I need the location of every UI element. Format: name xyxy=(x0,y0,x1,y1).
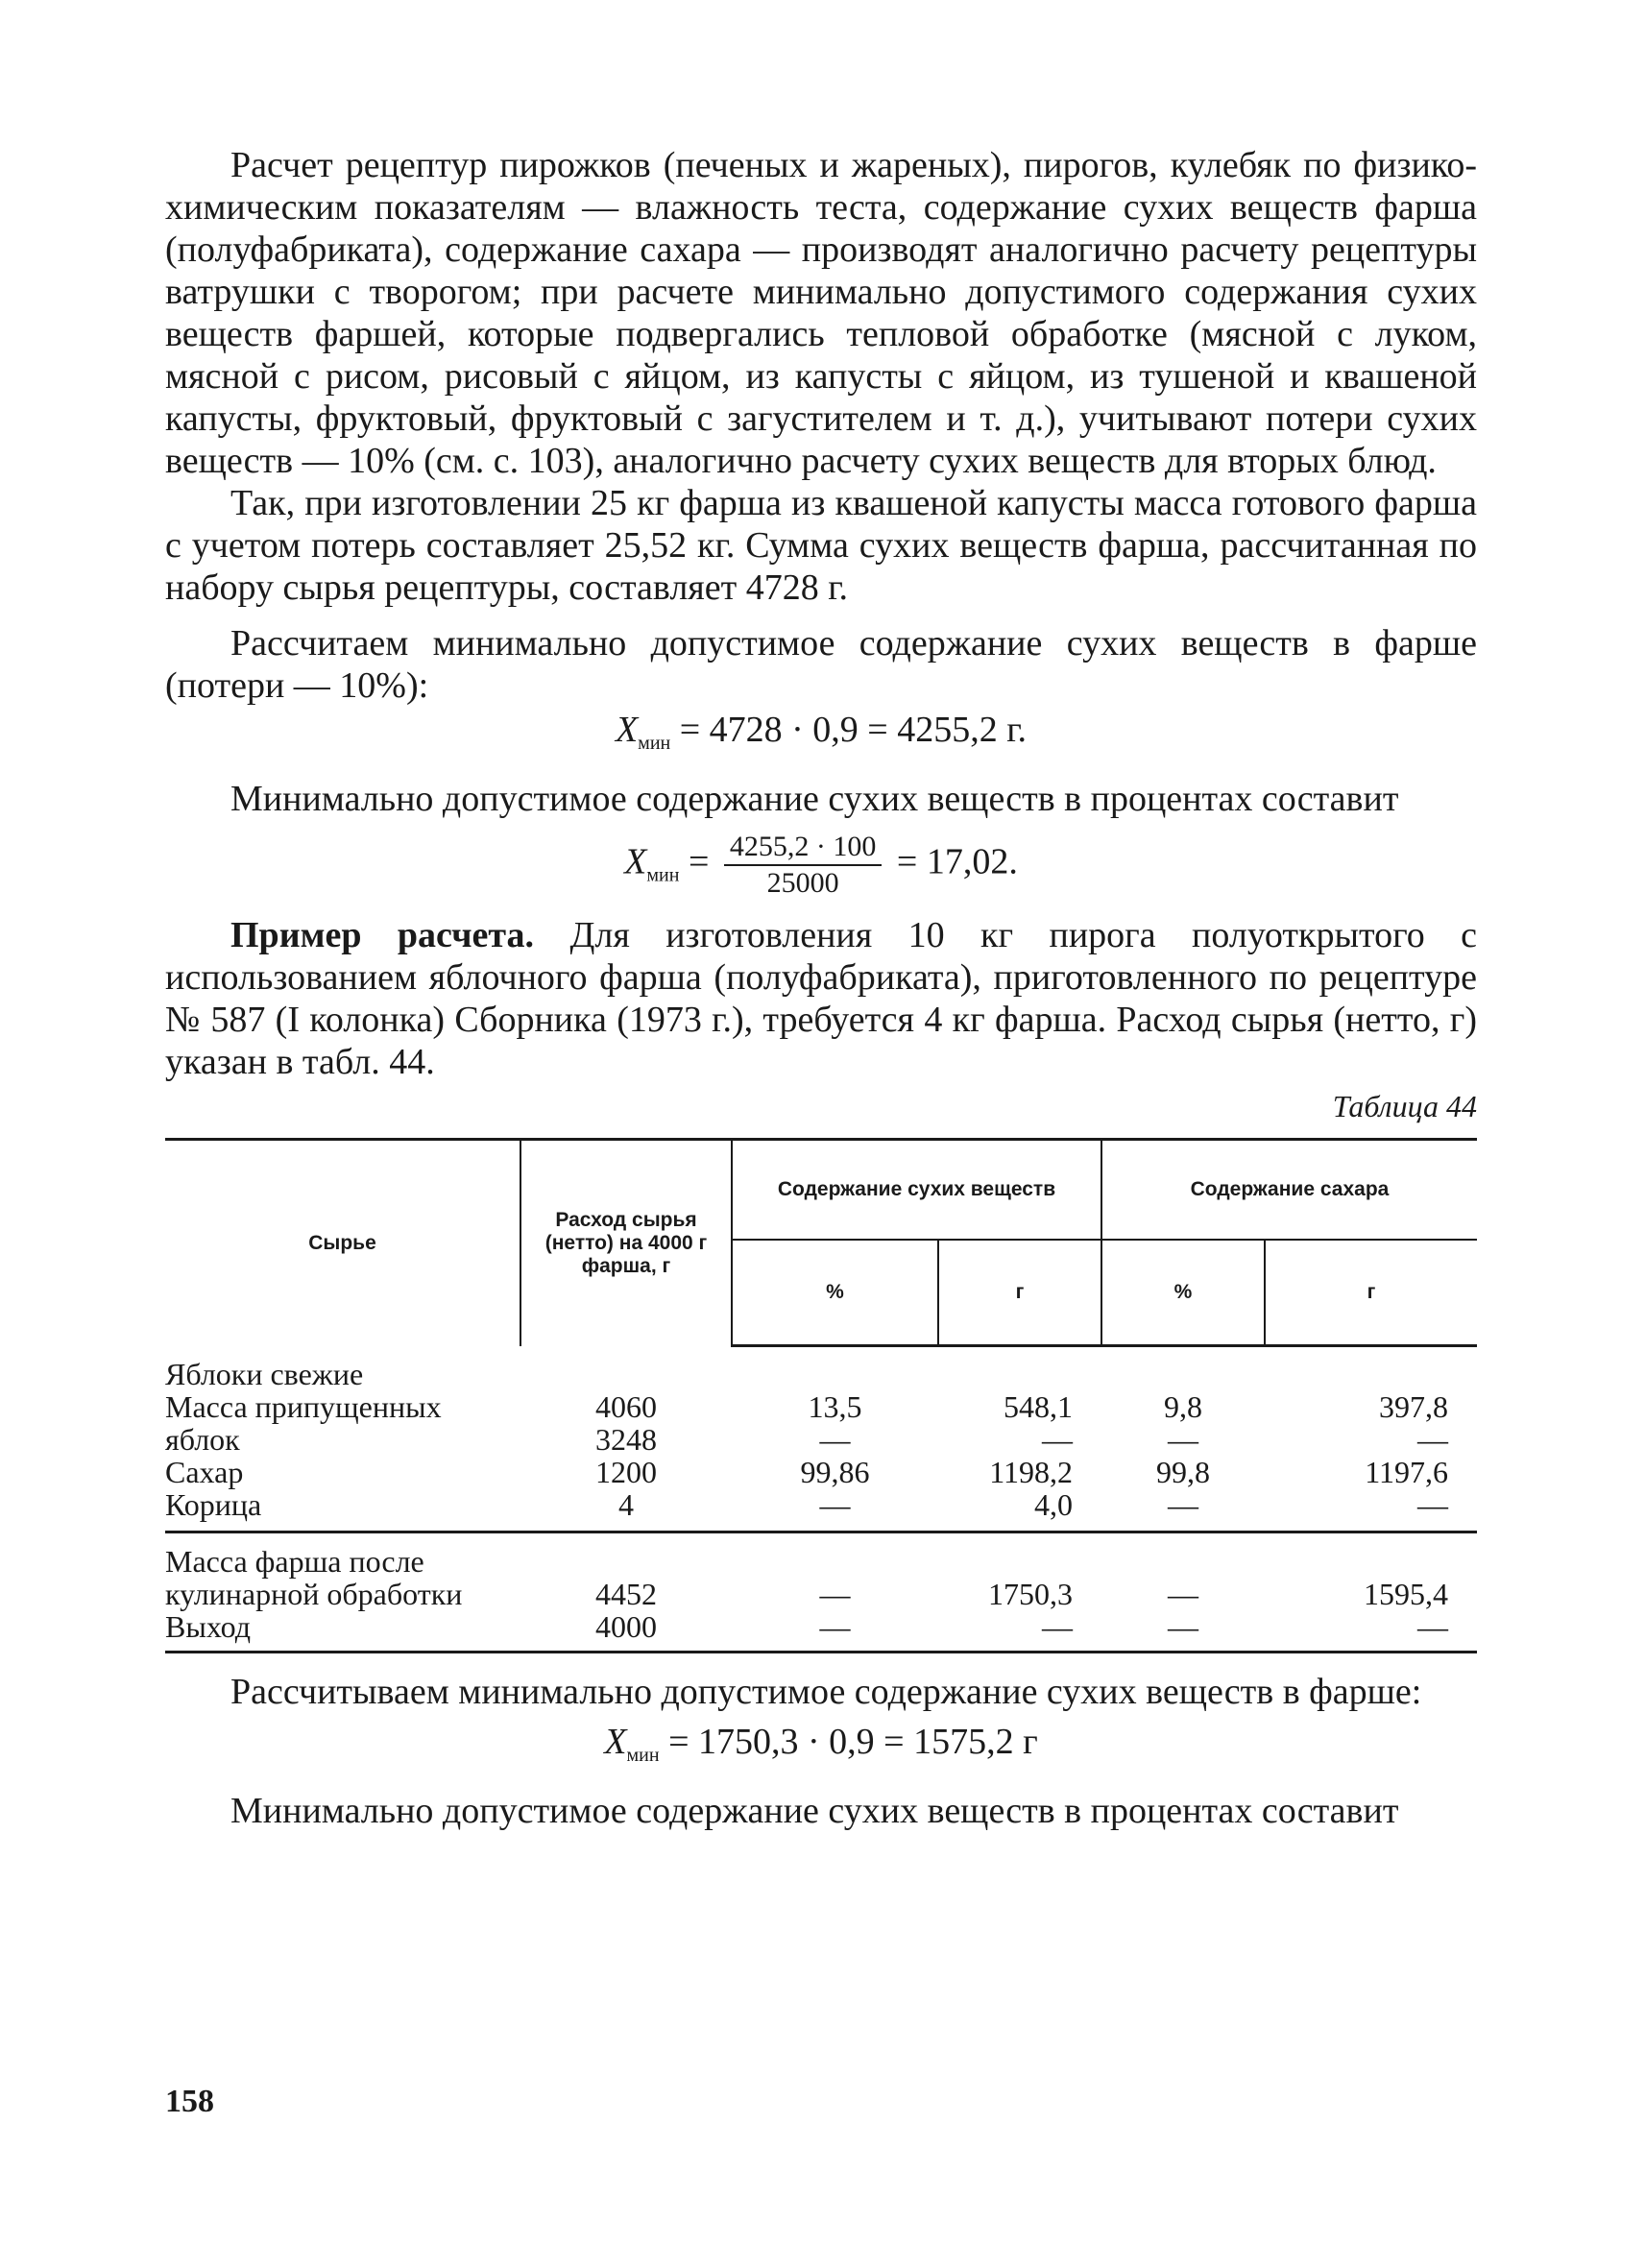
cell-dry-pct xyxy=(732,1346,938,1390)
table-row xyxy=(165,1610,1477,1653)
header-dry-g: г xyxy=(938,1240,1101,1346)
paragraph-4: Минимально допустимое содержание сухих веществ в процентах составит xyxy=(230,779,1399,819)
cell-sugar-g: — xyxy=(1265,1488,1477,1532)
cell-sugar-pct: — xyxy=(1101,1488,1265,1532)
cell-sugar-pct xyxy=(1101,1346,1265,1390)
fraction-denominator: 25000 xyxy=(766,867,839,899)
header-sugar: Содержание сахара xyxy=(1101,1140,1477,1241)
cell-name: Выход xyxy=(165,1610,520,1653)
cell-dry-pct: 99,86 xyxy=(800,1454,870,1489)
data-table xyxy=(165,1138,1477,1653)
table-caption: Таблица 44 xyxy=(1332,1089,1477,1123)
cell-sugar-g: 1595,4 xyxy=(1364,1576,1448,1611)
cell-sugar-g: 397,8 xyxy=(1379,1388,1448,1424)
cell-dry-g xyxy=(938,1346,1101,1390)
table-row xyxy=(165,1488,1477,1532)
table-row xyxy=(165,1456,1477,1488)
header-dry-pct: % xyxy=(732,1240,938,1346)
formula-var: X xyxy=(604,1721,627,1762)
cell-sugar-pct: — xyxy=(1168,1421,1198,1457)
cell-sugar-pct: 99,8 xyxy=(1156,1454,1210,1489)
fraction-numerator: 4255,2 · 100 xyxy=(724,830,883,866)
cell-name: Масса припущенных xyxy=(165,1388,442,1424)
cell-cons: 3248 xyxy=(595,1421,657,1457)
paragraph-1: Расчет рецептур пирожков (печеных и жареных), пирогов, кулебяк по физико-химическим показателям — влажность теста, содержание сухих веществ фарша (полуфабриката), содержание сахара — производят аналогично расчету рецептуры ватрушки с творогом; при расчете минимально допустимого содержания сухих веществ фаршей, которые подвергались тепловой обработке (мясной с луком, мясной с рисом, рисовый с яйцом, из капусты с яйцом, из тушеной и квашеной капусты, фруктовый, фруктовый с загустителем и т. д.), учитывают потери сухих веществ — 10% (см. с. 103), аналогично расчету сухих веществ для вторых блюд. xyxy=(165,145,1477,481)
formula-var: X xyxy=(615,710,639,750)
example-text: Для изготовления 10 кг пирога полуоткрытого с использованием яблочного фарша (полуфабриката), приготовленного по рецептуре № 587 (I колонка) Сборника (1973 г.), требуется 4 кг фарша. Расход сырья (нетто, г) указан в табл. 44. xyxy=(165,915,1477,1082)
paragraph-3: Рассчитаем минимально допустимое содержание сухих веществ в фарше (потери — 10%): xyxy=(165,623,1477,706)
cell-dry-g: — xyxy=(938,1610,1101,1653)
table-row xyxy=(165,1390,1477,1423)
paragraph-5 xyxy=(165,914,1477,1083)
cell-sugar-pct: 9,8 xyxy=(1164,1388,1202,1424)
header-consumption: Расход сырья (нетто) на 4000 г фарша, г xyxy=(520,1140,732,1346)
table-row xyxy=(165,1532,1477,1578)
cell-sugar-pct: — xyxy=(1168,1576,1198,1611)
cell-cons: 4 xyxy=(520,1488,732,1532)
cell-name: Масса фарша после xyxy=(165,1543,424,1579)
formula-2-result: = 17,02. xyxy=(896,841,1018,882)
cell-cons: 4000 xyxy=(520,1610,732,1653)
table-row xyxy=(165,1346,1477,1390)
cell-cons: 1200 xyxy=(595,1454,657,1489)
table-row xyxy=(165,1423,1477,1456)
cell-name: Сахар xyxy=(165,1454,244,1489)
formula-2: $X_{мин}$ = $\frac{4255,2 \cdot 100}{25000}$ = 17,02. xyxy=(624,831,1018,899)
cell-name: Яблоки свежие xyxy=(165,1356,364,1391)
cell-sugar-g xyxy=(1265,1532,1477,1578)
header-dry: Содержание сухих веществ xyxy=(732,1140,1101,1241)
cell-dry-pct: — xyxy=(732,1488,938,1532)
cell-cons xyxy=(520,1532,732,1578)
cell-dry-pct: — xyxy=(819,1576,851,1611)
cell-dry-g: 1750,3 xyxy=(988,1576,1073,1611)
fraction xyxy=(724,830,883,901)
formula-sub: мин xyxy=(638,733,671,754)
cell-dry-g xyxy=(938,1532,1101,1578)
cell-cons: 4452 xyxy=(595,1576,657,1611)
paragraph-6: Рассчитываем минимально допустимое содержание сухих веществ в фарше: xyxy=(230,1671,1422,1712)
cell-sugar-g xyxy=(1265,1346,1477,1390)
cell-dry-g: — xyxy=(1042,1421,1073,1457)
cell-sugar-g: — xyxy=(1265,1610,1477,1653)
formula-1-rhs: = 4728 · 0,9 = 4255,2 г. xyxy=(670,710,1028,750)
cell-name: яблок xyxy=(165,1421,240,1457)
formula-3 xyxy=(165,1721,1477,1776)
cell-cons: 4060 xyxy=(595,1388,657,1424)
example-lead: Пример расчета. xyxy=(230,915,535,955)
cell-sugar-pct xyxy=(1101,1532,1265,1578)
cell-dry-pct: 13,5 xyxy=(808,1388,862,1424)
formula-var: X xyxy=(624,841,647,882)
formula-sub: мин xyxy=(626,1744,660,1766)
formula-3-rhs: = 1750,3 · 0,9 = 1575,2 г xyxy=(659,1721,1038,1762)
cell-sugar-pct: — xyxy=(1101,1610,1265,1653)
table-row xyxy=(165,1578,1477,1610)
cell-sugar-g: 1197,6 xyxy=(1365,1454,1448,1489)
formula-1 xyxy=(165,709,1477,764)
header-raw: Сырье xyxy=(165,1140,520,1346)
paragraph-7: Минимально допустимое содержание сухих веществ в процентах составит xyxy=(230,1790,1399,1831)
cell-dry-g: 548,1 xyxy=(1004,1388,1073,1424)
cell-dry-g: 1198,2 xyxy=(989,1454,1073,1489)
cell-dry-pct: — xyxy=(732,1610,938,1653)
page-content xyxy=(165,144,1477,1832)
cell-cons xyxy=(520,1346,732,1390)
page-number: 158 xyxy=(165,2084,214,2119)
paragraph-2: Так, при изготовлении 25 кг фарша из квашеной капусты масса готового фарша с учетом потерь составляет 25,52 кг. Сумма сухих веществ фарша, рассчитанная по набору сырья рецептуры, составляет 4728 г. xyxy=(165,483,1477,608)
cell-name: Корица xyxy=(165,1488,520,1532)
formula-sub: мин xyxy=(646,864,680,886)
header-sugar-pct: % xyxy=(1101,1240,1265,1346)
header-sugar-g: г xyxy=(1265,1240,1477,1346)
cell-dry-g: 4,0 xyxy=(938,1488,1101,1532)
cell-sugar-g: — xyxy=(1417,1421,1448,1457)
cell-dry-pct: — xyxy=(819,1421,851,1457)
cell-dry-pct xyxy=(732,1532,938,1578)
cell-name: кулинарной обработки xyxy=(165,1576,463,1611)
